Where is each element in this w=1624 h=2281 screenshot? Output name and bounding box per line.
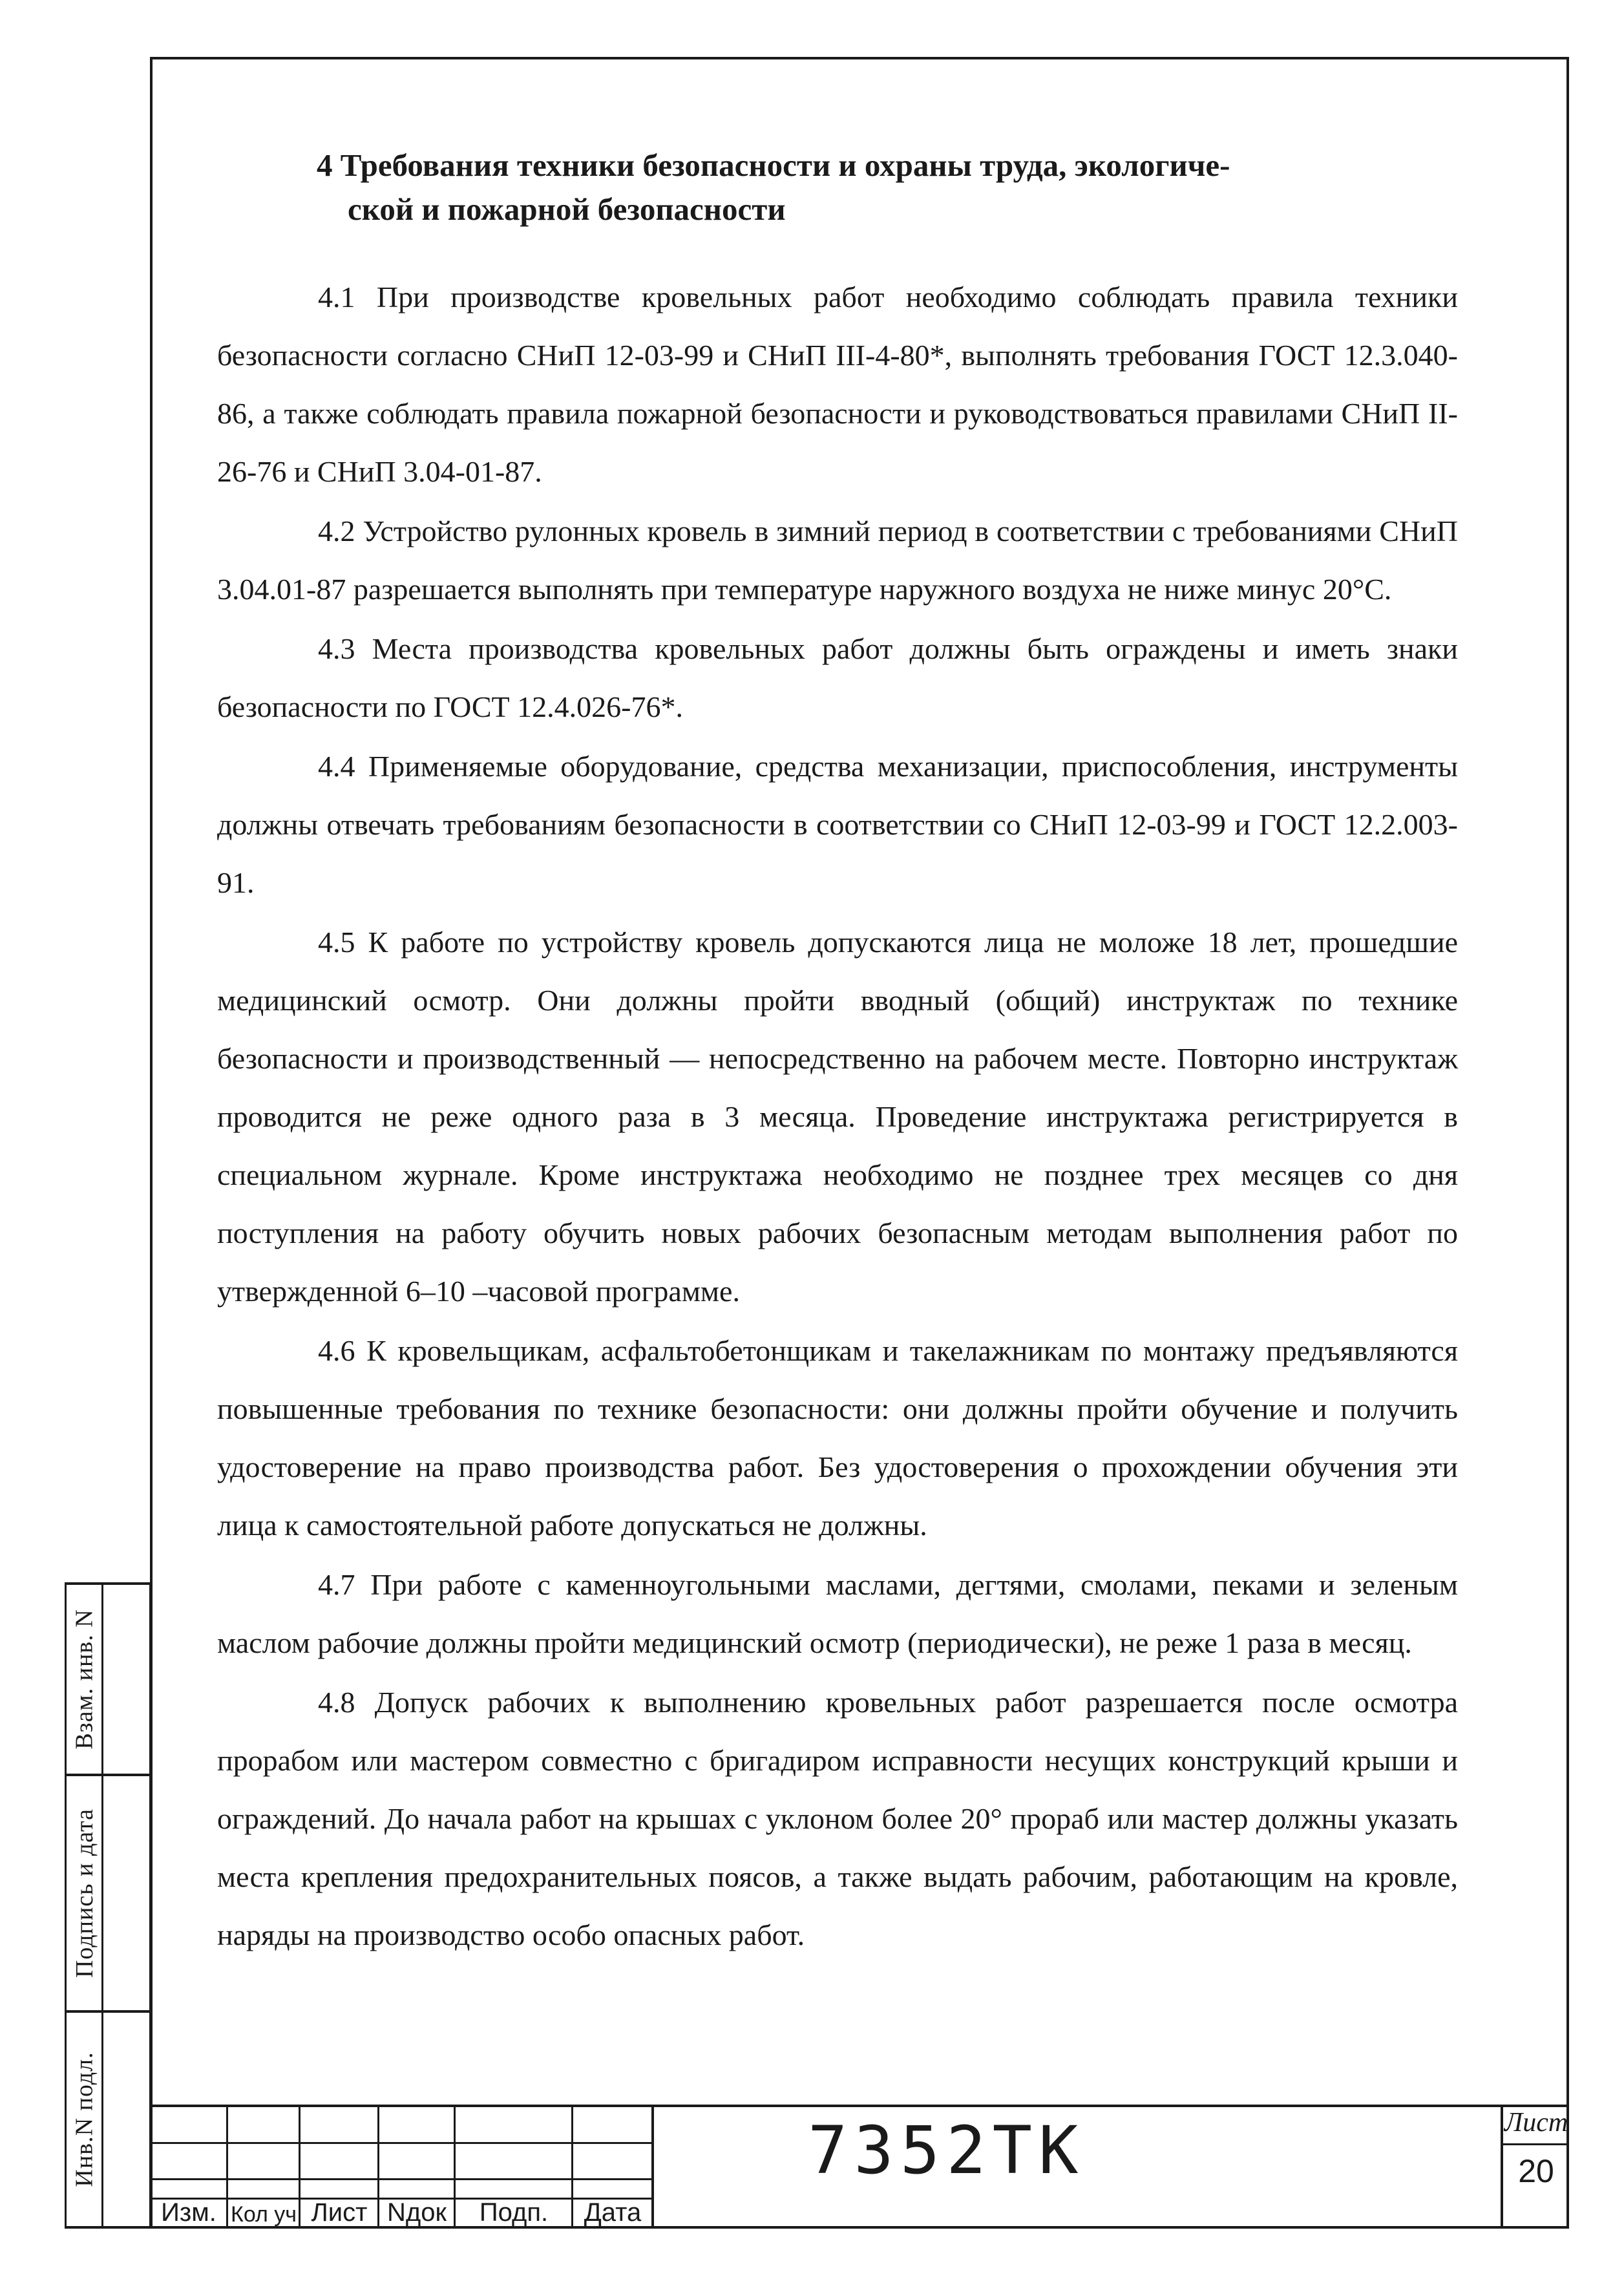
document-body xyxy=(217,268,1458,1966)
header-izm: Изм. xyxy=(161,2198,216,2227)
paragraph-4-7: 4.7 При работе с каменноугольными маслами, дегтями, смолами, пеками и зеленым маслом рабочие должны пройти медицинский осмотр (периодически), не реже 1 раза в месяц. xyxy=(217,1568,1458,1659)
paragraph-4-8: 4.8 Допуск рабочих к выполнению кровельных работ разрешается после осмотра прорабом или мастером совместно с бригадиром исправности несущих конструкций крыши и ограждений. До начала работ на крышах с уклоном более 20° прораб или мастер должны указать места крепления предохранительных поясов, а также выдать рабочим, работающим на кровле, наряды на производство особо опасных работ. xyxy=(217,1686,1458,1951)
revision-table xyxy=(150,2107,654,2229)
side-field-vzam-inv xyxy=(65,1582,152,1776)
paragraph-4-2: 4.2 Устройство рулонных кровель в зимний период в соответствии с требованиями СНиП 3.04.01-87 разрешается выполнять при температуре наружного воздуха не ниже минус 20°С. xyxy=(217,515,1458,606)
side-label-vzam-inv: Взам. инв. N xyxy=(71,1609,99,1750)
paragraph-4-1: 4.1 При производстве кровельных работ необходимо соблюдать правила техники безопасности согласно СНиП 12-03-99 и СНиП III-4-80*, выполнять требования ГОСТ 12.3.040-86, а также соблюдать правила пожарной безопасности и руководствоваться правилами СНиП II-26-76 и СНиП 3.04-01-87. xyxy=(217,281,1458,488)
heading-line-1: 4 Требования техники безопасности и охраны труда, экологиче- xyxy=(317,147,1230,183)
header-kol-uch: Кол уч xyxy=(231,2202,297,2227)
sheet-label: Лист xyxy=(1503,2107,1569,2145)
side-label-inv-podl: Инв.N подл. xyxy=(71,2052,99,2187)
sheet-box xyxy=(1501,2105,1569,2229)
section-heading xyxy=(317,143,1467,231)
paragraph-4-5: 4.5 К работе по устройству кровель допускаются лица не моложе 18 лет, прошедшие медицинский осмотр. Они должны пройти вводный (общий) инструктаж по технике безопасности и производственный — непосредственно на рабочем месте. Повторно инструктаж проводится не реже одного раза в 3 месяца. Проведение инструктажа регистрируется в специальном журнале. Кроме инструктажа необходимо не позднее трех месяцев со дня поступления на работу обучить новых рабочих безопасным методам выполнения работ по утвержденной 6–10 –часовой программе. xyxy=(217,926,1458,1308)
side-field-podpis-data xyxy=(65,1774,152,2013)
heading-line-2: ской и пожарной безопасности xyxy=(348,191,786,227)
sheet-number: 20 xyxy=(1518,2153,1554,2189)
side-label-podpis-data: Подпись и дата xyxy=(71,1808,99,1979)
header-list: Лист xyxy=(311,2198,368,2227)
header-data: Дата xyxy=(584,2198,642,2227)
paragraph-4-3: 4.3 Места производства кровельных работ должны быть ограждены и иметь знаки безопасности по ГОСТ 12.4.026-76*. xyxy=(217,632,1458,723)
paragraph-4-4: 4.4 Применяемые оборудование, средства механизации, приспособления, инструменты должны отвечать требованиям безопасности в соответствии со СНиП 12-03-99 и ГОСТ 12.2.003-91. xyxy=(217,750,1458,899)
header-podp: Подп. xyxy=(479,2198,549,2227)
paragraph-4-6: 4.6 К кровельщикам, асфальтобетонщикам и такелажникам по монтажу предъявляются повышенные требования по технике безопасности: они должны пройти обучение и получить удостоверение на право производства работ. Без удостоверения о прохождении обучения эти лица к самостоятельной работе допускаться не должны. xyxy=(217,1334,1458,1542)
side-field-inv-podl xyxy=(65,2010,152,2229)
header-ndok: Nдок xyxy=(387,2198,447,2227)
side-stamp xyxy=(65,1582,152,2229)
document-code: 7352ТК xyxy=(808,2112,1085,2189)
